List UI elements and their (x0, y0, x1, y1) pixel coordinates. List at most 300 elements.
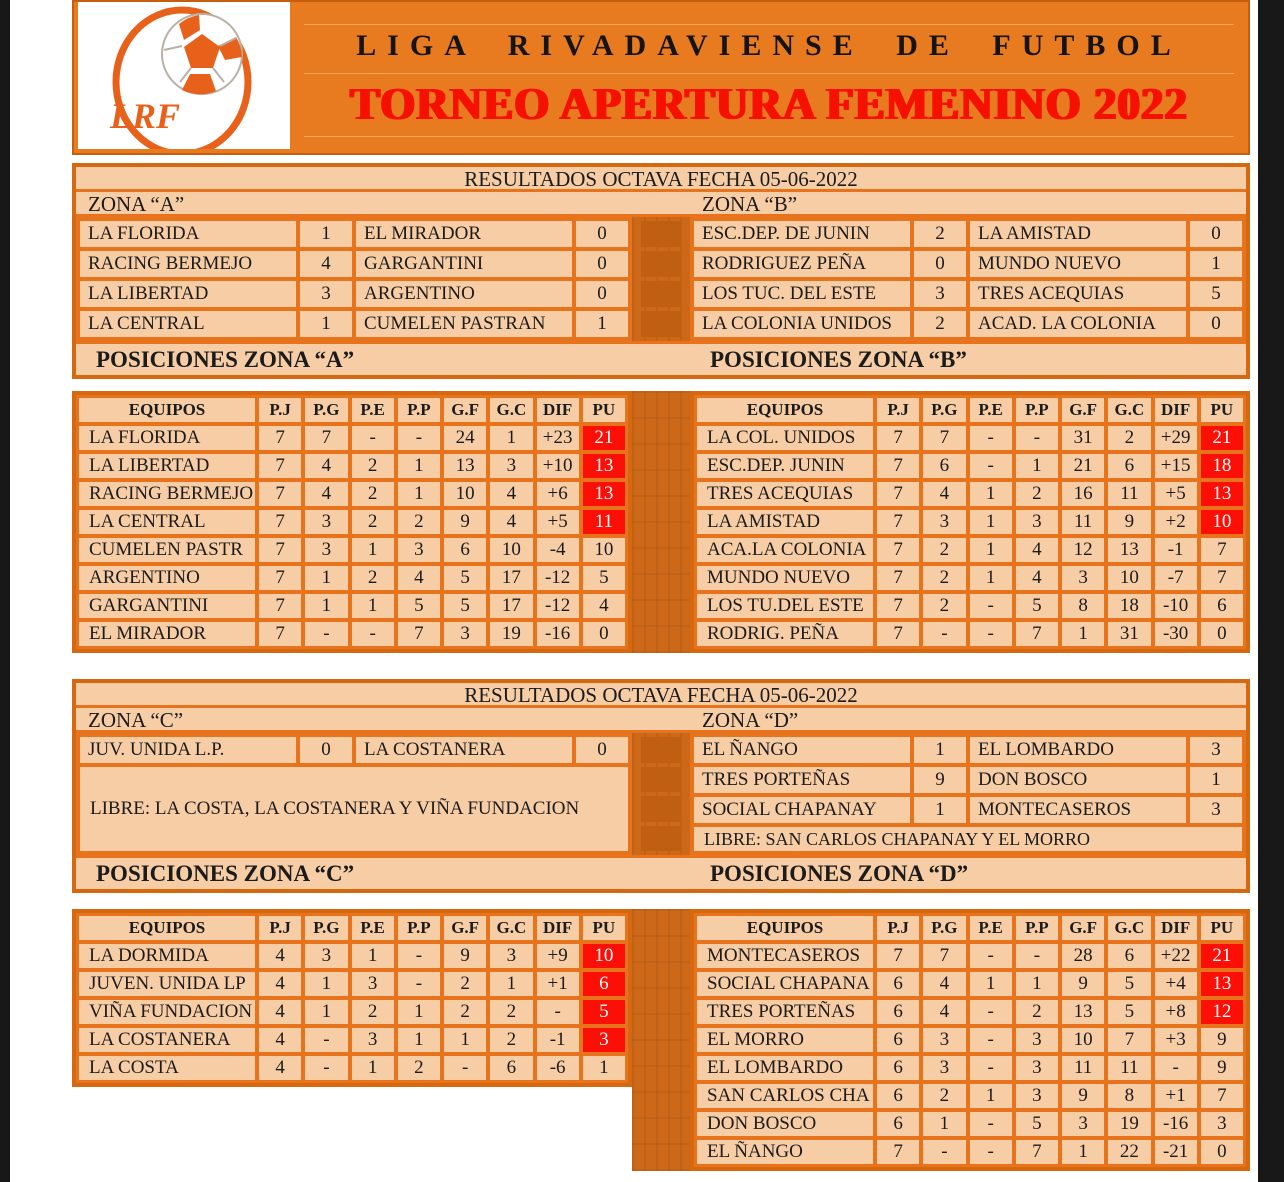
played-cell: 7 (259, 566, 301, 590)
goal-diff-cell: +22 (1155, 944, 1197, 968)
points-cell: 18 (1201, 454, 1243, 478)
goals-against-cell: 3 (490, 454, 532, 478)
goals-for-cell: 8 (1062, 594, 1104, 618)
played-cell: 7 (877, 1140, 919, 1164)
won-cell: 1 (923, 1112, 965, 1136)
goals-against-cell: 9 (1108, 510, 1150, 534)
goal-diff-cell: +23 (537, 426, 579, 450)
team-name: LA FLORIDA (79, 426, 255, 450)
won-cell: 4 (923, 482, 965, 506)
lost-cell: 5 (1016, 594, 1058, 618)
lost-cell: 1 (398, 1000, 440, 1024)
zone-d-label: ZONA “D” (702, 708, 799, 732)
won-cell: 6 (923, 454, 965, 478)
goal-diff-cell: -7 (1155, 566, 1197, 590)
goal-diff-cell: -6 (537, 1056, 579, 1080)
team-name: SAN CARLOS CHA (697, 1084, 873, 1108)
drawn-cell: 3 (352, 1028, 394, 1052)
tournament-title: TORNEO APERTURA FEMENINO 2022 (304, 74, 1234, 137)
standings-row (79, 622, 625, 646)
column-header: EQUIPOS (697, 398, 873, 422)
away-score: 0 (1190, 221, 1242, 247)
goals-against-cell: 13 (1108, 538, 1150, 562)
logo-initials: LRF (110, 96, 181, 136)
libre-note-zone-d: LIBRE: SAN CARLOS CHAPANAY Y EL MORRO (694, 827, 1242, 851)
column-header: DIF (537, 398, 579, 422)
standings-row (79, 594, 625, 618)
drawn-cell: - (970, 1112, 1012, 1136)
away-team: ARGENTINO (356, 281, 572, 307)
played-cell: 4 (259, 1000, 301, 1024)
goals-against-cell: 2 (490, 1000, 532, 1024)
won-cell: 3 (305, 944, 347, 968)
away-score: 0 (576, 281, 628, 307)
points-cell: 13 (583, 482, 625, 506)
goals-for-cell: 10 (444, 482, 486, 506)
column-header: G.C (490, 398, 532, 422)
goals-against-cell: 2 (1108, 426, 1150, 450)
match-row (80, 281, 628, 307)
column-header: G.F (1062, 916, 1104, 940)
away-team: EL MIRADOR (356, 221, 572, 247)
lost-cell: 3 (398, 538, 440, 562)
drawn-cell: - (970, 944, 1012, 968)
drawn-cell: - (970, 454, 1012, 478)
match-row (694, 221, 1242, 247)
masthead-titles (298, 2, 1248, 153)
won-cell: 7 (923, 426, 965, 450)
standings-row (697, 454, 1243, 478)
goal-diff-cell: +10 (537, 454, 579, 478)
won-cell: 4 (923, 1000, 965, 1024)
drawn-cell: 1 (970, 510, 1012, 534)
zone-b-results (690, 217, 1246, 341)
zone-c-standings-table (72, 909, 632, 1087)
column-header: G.F (1062, 398, 1104, 422)
team-name: MONTECASEROS (697, 944, 873, 968)
away-score: 1 (1190, 251, 1242, 277)
column-header: EQUIPOS (697, 916, 873, 940)
drawn-cell: 2 (352, 454, 394, 478)
home-score: 0 (914, 251, 966, 277)
points-cell: 7 (1201, 566, 1243, 590)
played-cell: 7 (259, 454, 301, 478)
lost-cell: 3 (1016, 1028, 1058, 1052)
points-cell: 7 (1201, 538, 1243, 562)
lost-cell: - (398, 426, 440, 450)
team-name: SOCIAL CHAPANA (697, 972, 873, 996)
lost-cell: 7 (1016, 1140, 1058, 1164)
drawn-cell: - (970, 1056, 1012, 1080)
team-name: LA COSTANERA (79, 1028, 255, 1052)
zone-b-label: ZONA “B” (702, 192, 798, 216)
match-row (80, 311, 628, 337)
played-cell: 7 (877, 944, 919, 968)
zone-c-label: ZONA “C” (88, 708, 184, 732)
points-cell: 0 (1201, 1140, 1243, 1164)
standings-row (79, 426, 625, 450)
goal-diff-cell: - (537, 1000, 579, 1024)
standings-row (697, 622, 1243, 646)
points-cell: 10 (583, 944, 625, 968)
results-title: RESULTADOS OCTAVA FECHA 05-06-2022 (76, 683, 1246, 708)
played-cell: 7 (259, 622, 301, 646)
away-team: CUMELEN PASTRAN (356, 311, 572, 337)
column-header: P.E (970, 916, 1012, 940)
points-cell: 13 (1201, 482, 1243, 506)
played-cell: 7 (259, 482, 301, 506)
standings-row (79, 1000, 625, 1024)
results-body-ab (76, 217, 1246, 344)
goal-diff-cell: +8 (1155, 1000, 1197, 1024)
column-header: P.P (1016, 398, 1058, 422)
goal-diff-cell: +15 (1155, 454, 1197, 478)
won-cell: 7 (305, 426, 347, 450)
column-header: G.F (444, 398, 486, 422)
standings-pair-cd (72, 909, 1250, 1171)
column-header: PU (1201, 916, 1243, 940)
away-score: 1 (1190, 767, 1242, 793)
positions-zone-d-label: POSICIONES ZONA “D” (710, 860, 969, 886)
team-name: VIÑA FUNDACION (79, 1000, 255, 1024)
standings-row (79, 454, 625, 478)
goal-diff-cell: -10 (1155, 594, 1197, 618)
column-header: P.P (1016, 916, 1058, 940)
goals-against-cell: 1 (490, 426, 532, 450)
played-cell: 6 (877, 1056, 919, 1080)
column-header: G.C (1108, 916, 1150, 940)
standings-row (79, 944, 625, 968)
results-section-cd (72, 679, 1250, 893)
played-cell: 7 (877, 426, 919, 450)
played-cell: 7 (259, 426, 301, 450)
points-cell: 12 (1201, 1000, 1243, 1024)
standings-row (79, 482, 625, 506)
standings-row (697, 538, 1243, 562)
goals-for-cell: 5 (444, 594, 486, 618)
home-score: 3 (914, 281, 966, 307)
zone-d-results (690, 733, 1246, 855)
lost-cell: 2 (1016, 482, 1058, 506)
home-score: 9 (914, 767, 966, 793)
soccer-ball-icon (162, 14, 242, 94)
team-name: EL MIRADOR (79, 622, 255, 646)
away-score: 1 (576, 311, 628, 337)
goals-against-cell: 6 (1108, 454, 1150, 478)
standings-row (697, 1112, 1243, 1136)
column-header: P.E (970, 398, 1012, 422)
goals-for-cell: 3 (444, 622, 486, 646)
drawn-cell: - (970, 594, 1012, 618)
positions-labels-row (76, 858, 1246, 889)
away-score: 0 (576, 221, 628, 247)
home-score: 4 (300, 251, 352, 277)
won-cell: 1 (305, 1000, 347, 1024)
won-cell: 3 (923, 1028, 965, 1052)
goal-diff-cell: -30 (1155, 622, 1197, 646)
standings-row (79, 566, 625, 590)
match-row (694, 767, 1242, 793)
standings-row (697, 1140, 1243, 1164)
lost-cell: 7 (398, 622, 440, 646)
column-header: P.J (259, 916, 301, 940)
points-cell: 3 (1201, 1112, 1243, 1136)
libre-note-zone-c: LIBRE: LA COSTA, LA COSTANERA Y VIÑA FUNDACION (80, 767, 628, 851)
played-cell: 4 (259, 972, 301, 996)
points-cell: 9 (1201, 1056, 1243, 1080)
lost-cell: 2 (398, 510, 440, 534)
drawn-cell: 1 (352, 538, 394, 562)
match-row (694, 281, 1242, 307)
away-team: DON BOSCO (970, 767, 1186, 793)
points-cell: 10 (1201, 510, 1243, 534)
away-score: 0 (1190, 311, 1242, 337)
drawn-cell: - (970, 1140, 1012, 1164)
team-name: ACA.LA COLONIA (697, 538, 873, 562)
goals-against-cell: 10 (1108, 566, 1150, 590)
played-cell: 6 (877, 972, 919, 996)
goals-for-cell: 13 (444, 454, 486, 478)
standings-row (697, 482, 1243, 506)
lost-cell: 5 (1016, 1112, 1058, 1136)
home-team: JUV. UNIDA L.P. (80, 737, 296, 763)
lost-cell: 3 (1016, 510, 1058, 534)
team-name: EL ÑANGO (697, 1140, 873, 1164)
drawn-cell: 3 (352, 972, 394, 996)
away-score: 0 (576, 737, 628, 763)
won-cell: 3 (923, 510, 965, 534)
standings-header-row (697, 398, 1243, 422)
goals-for-cell: 9 (1062, 972, 1104, 996)
goals-against-cell: 11 (1108, 482, 1150, 506)
goal-diff-cell: -1 (537, 1028, 579, 1052)
column-header: P.J (877, 398, 919, 422)
goal-diff-cell: +5 (537, 510, 579, 534)
zone-a-label: ZONA “A” (88, 192, 185, 216)
played-cell: 7 (877, 594, 919, 618)
scan-border-right (1258, 0, 1284, 1182)
goals-against-cell: 19 (490, 622, 532, 646)
goals-against-cell: 19 (1108, 1112, 1150, 1136)
won-cell: 3 (923, 1056, 965, 1080)
column-header: EQUIPOS (79, 916, 255, 940)
goals-against-cell: 10 (490, 538, 532, 562)
points-cell: 5 (583, 566, 625, 590)
lost-cell: 2 (398, 1056, 440, 1080)
home-team: LA COLONIA UNIDOS (694, 311, 910, 337)
goal-diff-cell: +1 (1155, 1084, 1197, 1108)
away-score: 5 (1190, 281, 1242, 307)
played-cell: 7 (259, 538, 301, 562)
played-cell: 4 (259, 944, 301, 968)
played-cell: 6 (877, 1028, 919, 1052)
drawn-cell: 1 (970, 482, 1012, 506)
away-team: LA COSTANERA (356, 737, 572, 763)
lost-cell: 3 (1016, 1084, 1058, 1108)
column-header: P.G (305, 916, 347, 940)
standings-row (79, 538, 625, 562)
drawn-cell: - (970, 1000, 1012, 1024)
zone-a-standings-table (72, 391, 632, 653)
standings-row (697, 1084, 1243, 1108)
home-team: EL ÑANGO (694, 737, 910, 763)
goals-against-cell: 4 (490, 510, 532, 534)
home-score: 0 (300, 737, 352, 763)
match-row (694, 737, 1242, 763)
results-section-ab (72, 163, 1250, 379)
standings-row (697, 1056, 1243, 1080)
standings-header-row (79, 916, 625, 940)
standings-row (697, 510, 1243, 534)
goals-against-cell: 17 (490, 566, 532, 590)
team-name: LA CENTRAL (79, 510, 255, 534)
goals-for-cell: 2 (444, 1000, 486, 1024)
goal-diff-cell: +1 (537, 972, 579, 996)
away-team: GARGANTINI (356, 251, 572, 277)
team-name: TRES PORTEÑAS (697, 1000, 873, 1024)
goals-for-cell: 3 (1062, 566, 1104, 590)
positions-labels-row (76, 344, 1246, 375)
goals-for-cell: 16 (1062, 482, 1104, 506)
goals-for-cell: 11 (1062, 1056, 1104, 1080)
drawn-cell: 1 (352, 594, 394, 618)
home-team: TRES PORTEÑAS (694, 767, 910, 793)
goals-for-cell: - (444, 1056, 486, 1080)
away-score: 3 (1190, 737, 1242, 763)
column-header: P.E (352, 916, 394, 940)
drawn-cell: 1 (970, 566, 1012, 590)
away-team: ACAD. LA COLONIA (970, 311, 1186, 337)
played-cell: 7 (259, 594, 301, 618)
column-header: G.C (1108, 398, 1150, 422)
points-cell: 7 (1201, 1084, 1243, 1108)
won-cell: 2 (923, 538, 965, 562)
points-cell: 0 (1201, 622, 1243, 646)
zone-c-results (76, 733, 632, 855)
team-name: EL LOMBARDO (697, 1056, 873, 1080)
goal-diff-cell: +4 (1155, 972, 1197, 996)
drawn-cell: 2 (352, 566, 394, 590)
drawn-cell: 1 (970, 972, 1012, 996)
drawn-cell: - (352, 622, 394, 646)
goals-for-cell: 1 (1062, 622, 1104, 646)
won-cell: 4 (305, 482, 347, 506)
column-header: DIF (1155, 398, 1197, 422)
team-name: ESC.DEP. JUNIN (697, 454, 873, 478)
goal-diff-cell: -16 (1155, 1112, 1197, 1136)
goals-against-cell: 3 (490, 944, 532, 968)
center-divider (632, 909, 690, 1171)
column-header: P.G (305, 398, 347, 422)
results-title: RESULTADOS OCTAVA FECHA 05-06-2022 (76, 167, 1246, 192)
points-cell: 4 (583, 594, 625, 618)
goal-diff-cell: -12 (537, 594, 579, 618)
goals-for-cell: 21 (1062, 454, 1104, 478)
home-team: LA CENTRAL (80, 311, 296, 337)
lost-cell: 1 (398, 454, 440, 478)
goals-against-cell: 18 (1108, 594, 1150, 618)
points-cell: 3 (583, 1028, 625, 1052)
standings-row (697, 566, 1243, 590)
won-cell: 2 (923, 594, 965, 618)
column-header: PU (583, 398, 625, 422)
team-name: GARGANTINI (79, 594, 255, 618)
goals-for-cell: 9 (444, 510, 486, 534)
goals-against-cell: 6 (490, 1056, 532, 1080)
points-cell: 21 (1201, 944, 1243, 968)
home-team: SOCIAL CHAPANAY (694, 797, 910, 823)
match-row (80, 737, 628, 763)
match-row (694, 311, 1242, 337)
home-score: 2 (914, 221, 966, 247)
goals-for-cell: 10 (1062, 1028, 1104, 1052)
team-name: JUVEN. UNIDA LP (79, 972, 255, 996)
goal-diff-cell: -1 (1155, 538, 1197, 562)
won-cell: 4 (923, 972, 965, 996)
goal-diff-cell: -16 (537, 622, 579, 646)
standings-row (697, 1028, 1243, 1052)
played-cell: 6 (877, 1084, 919, 1108)
team-name: LA AMISTAD (697, 510, 873, 534)
column-header: PU (583, 916, 625, 940)
points-cell: 10 (583, 538, 625, 562)
won-cell: 1 (305, 594, 347, 618)
goals-against-cell: 6 (1108, 944, 1150, 968)
team-name: LA COL. UNIDOS (697, 426, 873, 450)
club-logo (78, 2, 290, 149)
standings-row (697, 944, 1243, 968)
column-header: P.J (259, 398, 301, 422)
goals-for-cell: 9 (444, 944, 486, 968)
won-cell: - (305, 1056, 347, 1080)
drawn-cell: 2 (352, 1000, 394, 1024)
lost-cell: 4 (398, 566, 440, 590)
goals-for-cell: 13 (1062, 1000, 1104, 1024)
goals-against-cell: 1 (490, 972, 532, 996)
team-name: TRES ACEQUIAS (697, 482, 873, 506)
home-score: 1 (914, 737, 966, 763)
center-divider (632, 217, 690, 341)
positions-zone-a-label: POSICIONES ZONA “A” (96, 346, 355, 372)
drawn-cell: 2 (352, 510, 394, 534)
zone-labels-row (76, 192, 1246, 217)
goals-for-cell: 11 (1062, 510, 1104, 534)
drawn-cell: 1 (970, 1084, 1012, 1108)
goal-diff-cell: +3 (1155, 1028, 1197, 1052)
team-name: MUNDO NUEVO (697, 566, 873, 590)
goals-for-cell: 2 (444, 972, 486, 996)
goals-for-cell: 9 (1062, 1084, 1104, 1108)
drawn-cell: - (970, 622, 1012, 646)
won-cell: - (923, 1140, 965, 1164)
standings-pair-ab (72, 391, 1250, 653)
goal-diff-cell: +2 (1155, 510, 1197, 534)
goals-against-cell: 8 (1108, 1084, 1150, 1108)
goal-diff-cell: +9 (537, 944, 579, 968)
column-header: G.F (444, 916, 486, 940)
goals-for-cell: 31 (1062, 426, 1104, 450)
won-cell: 2 (923, 566, 965, 590)
lost-cell: 1 (398, 482, 440, 506)
column-header: EQUIPOS (79, 398, 255, 422)
column-header: P.E (352, 398, 394, 422)
points-cell: 13 (1201, 972, 1243, 996)
column-header: DIF (1155, 916, 1197, 940)
center-divider (632, 391, 690, 653)
points-cell: 6 (583, 972, 625, 996)
home-score: 1 (300, 221, 352, 247)
played-cell: 7 (877, 566, 919, 590)
